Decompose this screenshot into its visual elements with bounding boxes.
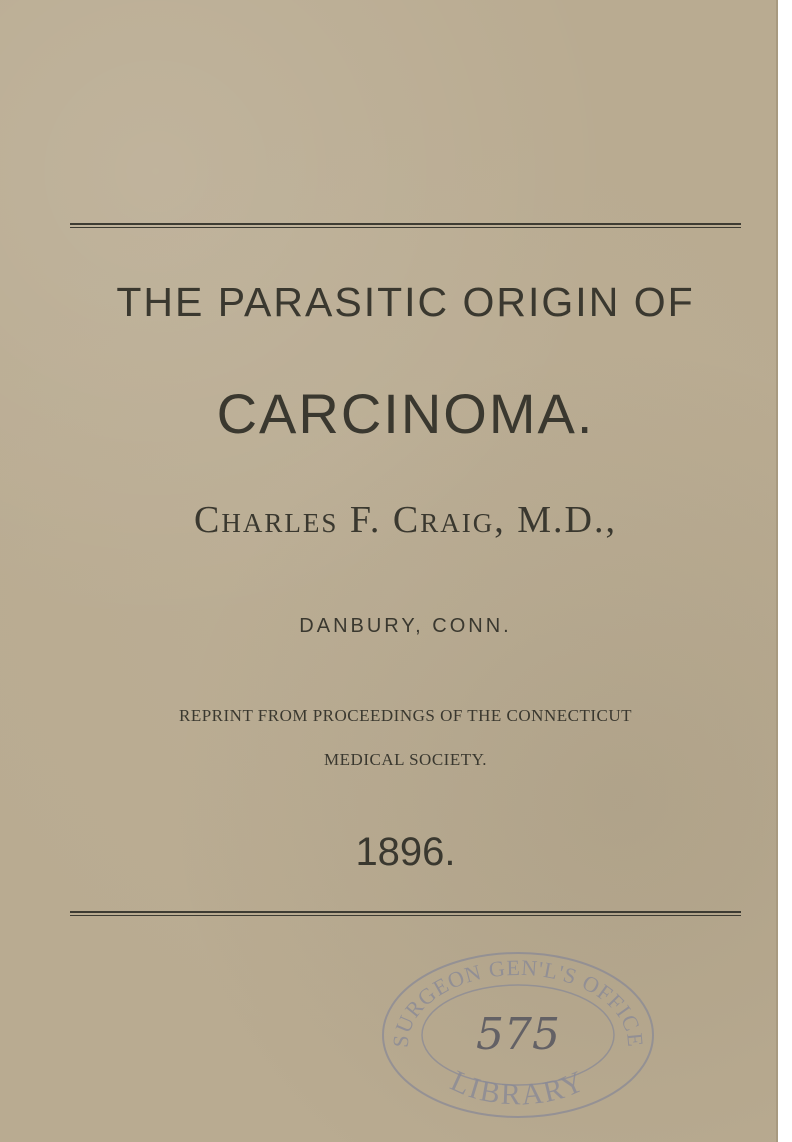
author-location: DANBURY, CONN. [299,615,512,637]
page-edge [776,0,778,1142]
publication-year: 1896. [355,830,456,874]
stamp-handwritten-number: 575 [476,1009,560,1060]
top-double-rule [70,223,741,228]
author-name: Charles F. Craig, M.D., [193,499,618,541]
title-line-2: CARCINOMA. [216,382,595,445]
library-stamp [378,945,658,1120]
title-line-1: THE PARASITIC ORIGIN OF [116,279,695,325]
bottom-double-rule [70,911,741,916]
stamp-bottom-text: LIBRARY [445,1064,591,1112]
stamp-top-text: SURGEON GEN'L'S OFFICE [387,954,649,1049]
reprint-note-line-2: MEDICAL SOCIETY. [324,750,487,769]
svg-text:LIBRARY [446,1064,591,1111]
reprint-note-line-1: REPRINT FROM PROCEEDINGS OF THE CONNECTICUT [179,706,632,725]
